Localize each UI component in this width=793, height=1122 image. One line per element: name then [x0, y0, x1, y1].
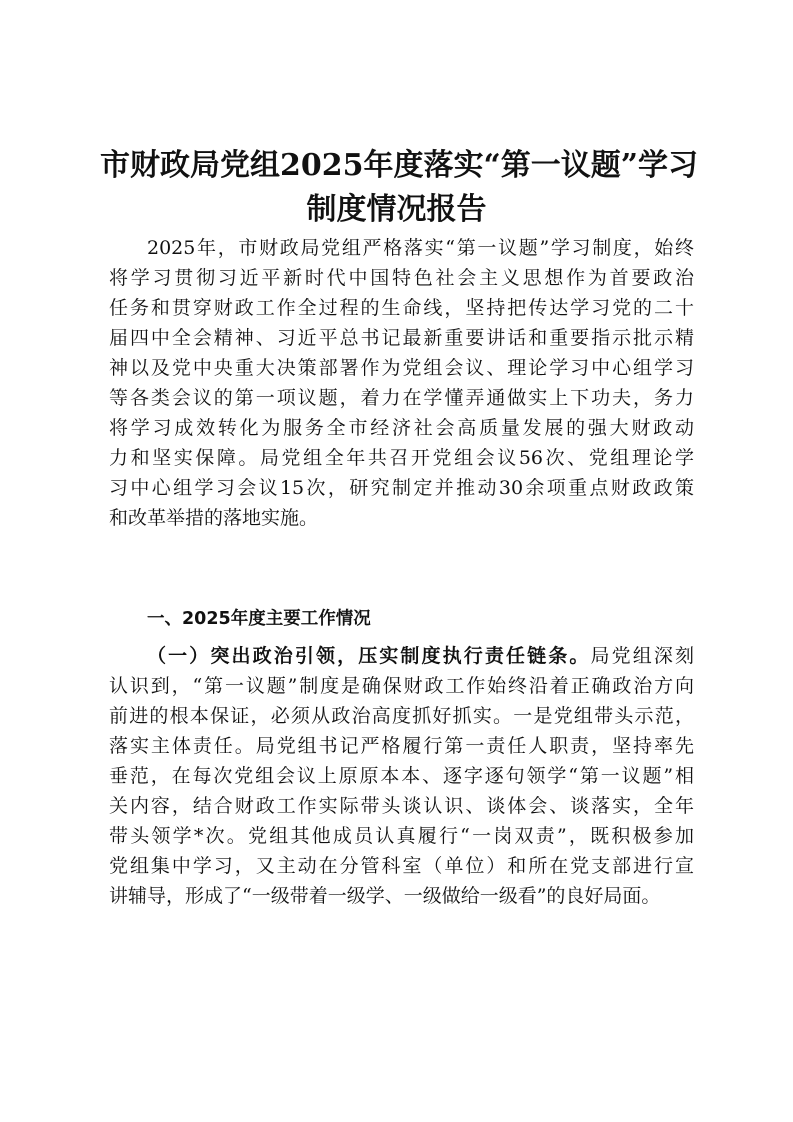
intro-paragraph: [109, 233, 694, 533]
intro-line-8: 力和坚实保障。局党组全年共召开党组会议56次、党组理论学: [109, 447, 694, 469]
section-one-sub-heading: （一）突出政治引领，压实制度执行责任链条。: [147, 645, 591, 667]
intro-line-9: 习中心组学习会议15次，研究制定并推动30余项重点财政政策: [109, 477, 694, 499]
section-one-line-1: [109, 641, 694, 671]
intro-line-7: 将学习成效转化为服务全市经济社会高质量发展的强大财政动: [109, 417, 694, 439]
section-one-line-4: 落实主体责任。局党组书记严格履行第一责任人职责，坚持率先: [109, 735, 694, 757]
section-one-line-9: 讲辅导，形成了“一级带着一级学、一级做给一级看”的良好局面。: [109, 885, 661, 907]
section-one-heading: 一、2025年度主要工作情况: [147, 609, 371, 629]
intro-line-4: 届四中全会精神、习近平总书记最新重要讲话和重要指示批示精: [109, 327, 694, 349]
intro-line-2: 将学习贯彻习近平新时代中国特色社会主义思想作为首要政治: [109, 267, 694, 289]
section-one-line-5: 垂范，在每次党组会议上原原本本、逐字逐句领学“第一议题”相: [109, 765, 694, 787]
intro-line-10: 和改革举措的落地实施。: [109, 507, 319, 529]
section-one-line-3: 前进的根本保证，必须从政治高度抓好抓实。一是党组带头示范，: [109, 705, 694, 727]
intro-line-5: 神以及党中央重大决策部署作为党组会议、理论学习中心组学习: [109, 357, 694, 379]
section-one-line-2: 认识到，“第一议题”制度是确保财政工作始终沿着正确政治方向: [109, 675, 694, 697]
section-one-line-7: 带头领学*次。党组其他成员认真履行“一岗双责”，既积极参加: [109, 825, 694, 847]
section-one-paragraph: [109, 641, 694, 911]
document-title-line-2: 制度情况报告: [306, 192, 487, 227]
intro-line-6: 等各类会议的第一项议题，着力在学懂弄通做实上下功夫，务力: [109, 387, 694, 409]
section-one-line-6: 关内容，结合财政工作实际带头谈认识、谈体会、谈落实，全年: [109, 795, 694, 817]
section-one-line-8: 党组集中学习，又主动在分管科室（单位）和所在党支部进行宣: [109, 855, 694, 877]
intro-line-1: 2025年，市财政局党组严格落实“第一议题”学习制度，始终: [147, 237, 694, 259]
document-title-line-1: 市财政局党组2025年度落实“第一议题”学习: [100, 148, 699, 183]
intro-line-3: 任务和贯穿财政工作全过程的生命线，坚持把传达学习党的二十: [109, 297, 694, 319]
section-one-first-line-rest: 局党组深刻: [590, 645, 694, 667]
